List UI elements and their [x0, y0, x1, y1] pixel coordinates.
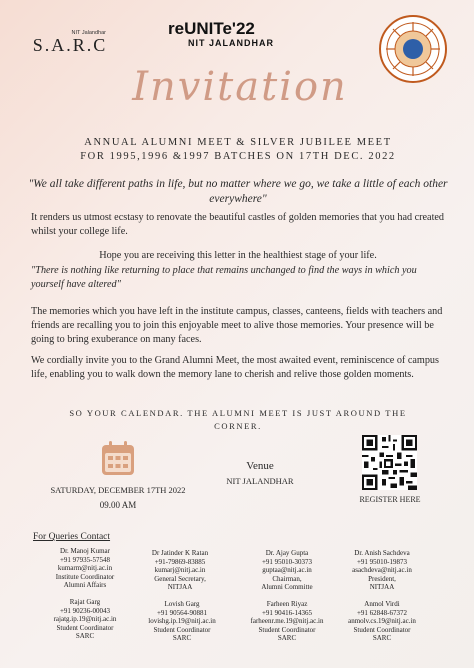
- contact-role: Chairman,: [272, 574, 302, 583]
- paragraph-invite: We cordially invite you to the Grand Alumni Meet, the most awaited event, reminiscence of campus life, enabling you to walk down the memory lane to cherish and relive those golden moments.: [31, 355, 439, 381]
- paragraph-greeting: Hope you are receiving this letter in the healthiest stage of your life.: [99, 250, 377, 261]
- contact-role-detail: Alumni Affairs: [63, 581, 107, 590]
- contact-card: [130, 549, 230, 592]
- contact-role: Institute Coordinator: [55, 572, 115, 581]
- contact-email: kumarj@nitj.ac.in: [154, 566, 206, 575]
- contact-role: President,: [368, 574, 396, 583]
- contact-card: [35, 547, 135, 590]
- contact-role-detail: SARC: [75, 632, 95, 641]
- contact-phone: +91 90236-00043: [59, 606, 111, 615]
- contact-phone: +91 95010-19873: [356, 557, 408, 566]
- contact-role: Student Coordinator: [258, 625, 316, 634]
- contact-role: General Secretary,: [154, 574, 206, 583]
- contact-role: Student Coordinator: [56, 623, 114, 632]
- event-heading: [32, 136, 444, 164]
- contact-phone: +91 62848-67372: [356, 608, 408, 617]
- contact-name: Dr. Ajay Gupta: [265, 549, 309, 557]
- sarc-logo: [30, 30, 110, 54]
- contact-email: farheenr.me.19@nitj.ac.in: [250, 617, 324, 626]
- contact-role-detail: SARC: [372, 634, 392, 643]
- contact-phone: +91 97935-57548: [59, 555, 111, 564]
- event-heading-line-2: FOR 1995,1996 &1997 BATCHES ON 17TH DEC. 2022: [80, 151, 396, 162]
- reunite-subtitle: NIT JALANDHAR: [188, 38, 274, 48]
- contact-email: kumarm@nitj.ac.in: [57, 564, 113, 573]
- contact-card: [132, 600, 232, 643]
- contact-card: [237, 549, 337, 592]
- contact-name: Farheen Riyaz: [266, 600, 308, 608]
- register-here-link[interactable]: REGISTER HERE: [359, 495, 421, 504]
- sarc-logo-text: S.A.R.C: [32, 35, 108, 55]
- contact-role-detail: SARC: [277, 634, 297, 643]
- contact-email: asachdeva@nitj.ac.in: [352, 566, 412, 575]
- invitation-title: Invitation: [132, 64, 348, 110]
- contact-role-detail: Alumni Committe: [261, 583, 313, 592]
- paragraph-quote: "There is nothing like returning to place that remains unchanged to find the ways in which you yourself have altered": [31, 265, 417, 291]
- contact-email: anmolv.cs.19@nitj.ac.in: [348, 617, 416, 626]
- queries-contact-title: For Queries Contact: [33, 532, 111, 542]
- save-the-date: [32, 407, 444, 433]
- contact-card: [332, 549, 432, 592]
- contact-role: Student Coordinator: [353, 625, 411, 634]
- save-the-date-line-2: CORNER.: [214, 421, 262, 431]
- venue-label: Venue: [246, 460, 274, 472]
- contact-name: Lovish Garg: [164, 600, 200, 608]
- contact-email: guptaa@nitj.ac.in: [262, 566, 312, 575]
- contact-name: Anmol Virdi: [364, 600, 400, 608]
- reunite-logo: [168, 20, 318, 48]
- event-heading-line-1: ANNUAL ALUMNI MEET & SILVER JUBILEE MEET: [84, 137, 392, 148]
- event-date: SATURDAY, DECEMBER 17TH 2022: [50, 485, 186, 495]
- nit-seal-icon: [378, 14, 448, 84]
- sarc-institute-label: NIT Jalandhar: [71, 30, 106, 36]
- contact-phone: +91-79869-83885: [154, 557, 206, 566]
- event-time: 09.00 AM: [99, 500, 137, 510]
- contact-name: Dr. Manoj Kumar: [60, 547, 110, 555]
- contact-role: Student Coordinator: [153, 625, 211, 634]
- contact-card: [332, 600, 432, 643]
- contact-email: lovishg.ip.19@nitj.ac.in: [148, 617, 216, 626]
- venue-value: NIT JALANDHAR: [226, 476, 294, 486]
- save-the-date-line-1: SO YOUR CALENDAR. THE ALUMNI MEET IS JUST AROUND THE: [69, 408, 407, 418]
- contact-email: rajatg.ip.19@nitj.ac.in: [53, 615, 117, 624]
- contact-card: [35, 598, 135, 641]
- opening-quote: "We all take different paths in life, but no matter where we go, we take a little of each other everywhere": [28, 178, 448, 205]
- reunite-logo-text: reUNITe'22: [168, 19, 255, 38]
- paragraph-intro: It renders us utmost ecstasy to renovate the beautiful castles of golden memories that you had created whilst your college life.: [31, 212, 445, 238]
- contact-card: [237, 600, 337, 643]
- paragraph-memories: The memories which you have left in the institute campus, classes, canteens, fields with teachers and friends are recalling you to join this enjoyable meet to alive those memories. Your presence will be going to bring exuberance on many faces.: [31, 306, 443, 346]
- calendar-icon: [101, 440, 135, 476]
- contact-name: Rajat Garg: [69, 598, 101, 606]
- contact-role-detail: NITJAA: [167, 583, 193, 592]
- contact-phone: +91 90564-90881: [156, 608, 208, 617]
- contact-phone: +91 90416-14365: [261, 608, 313, 617]
- contact-name: Dr. Anish Sachdeva: [354, 549, 410, 557]
- qr-code-icon[interactable]: [362, 435, 417, 490]
- contact-role-detail: NITJAA: [369, 583, 395, 592]
- contact-role-detail: SARC: [172, 634, 192, 643]
- contact-phone: +91 95010-30373: [261, 557, 313, 566]
- contact-name: Dr Jatinder K Ratan: [151, 549, 209, 557]
